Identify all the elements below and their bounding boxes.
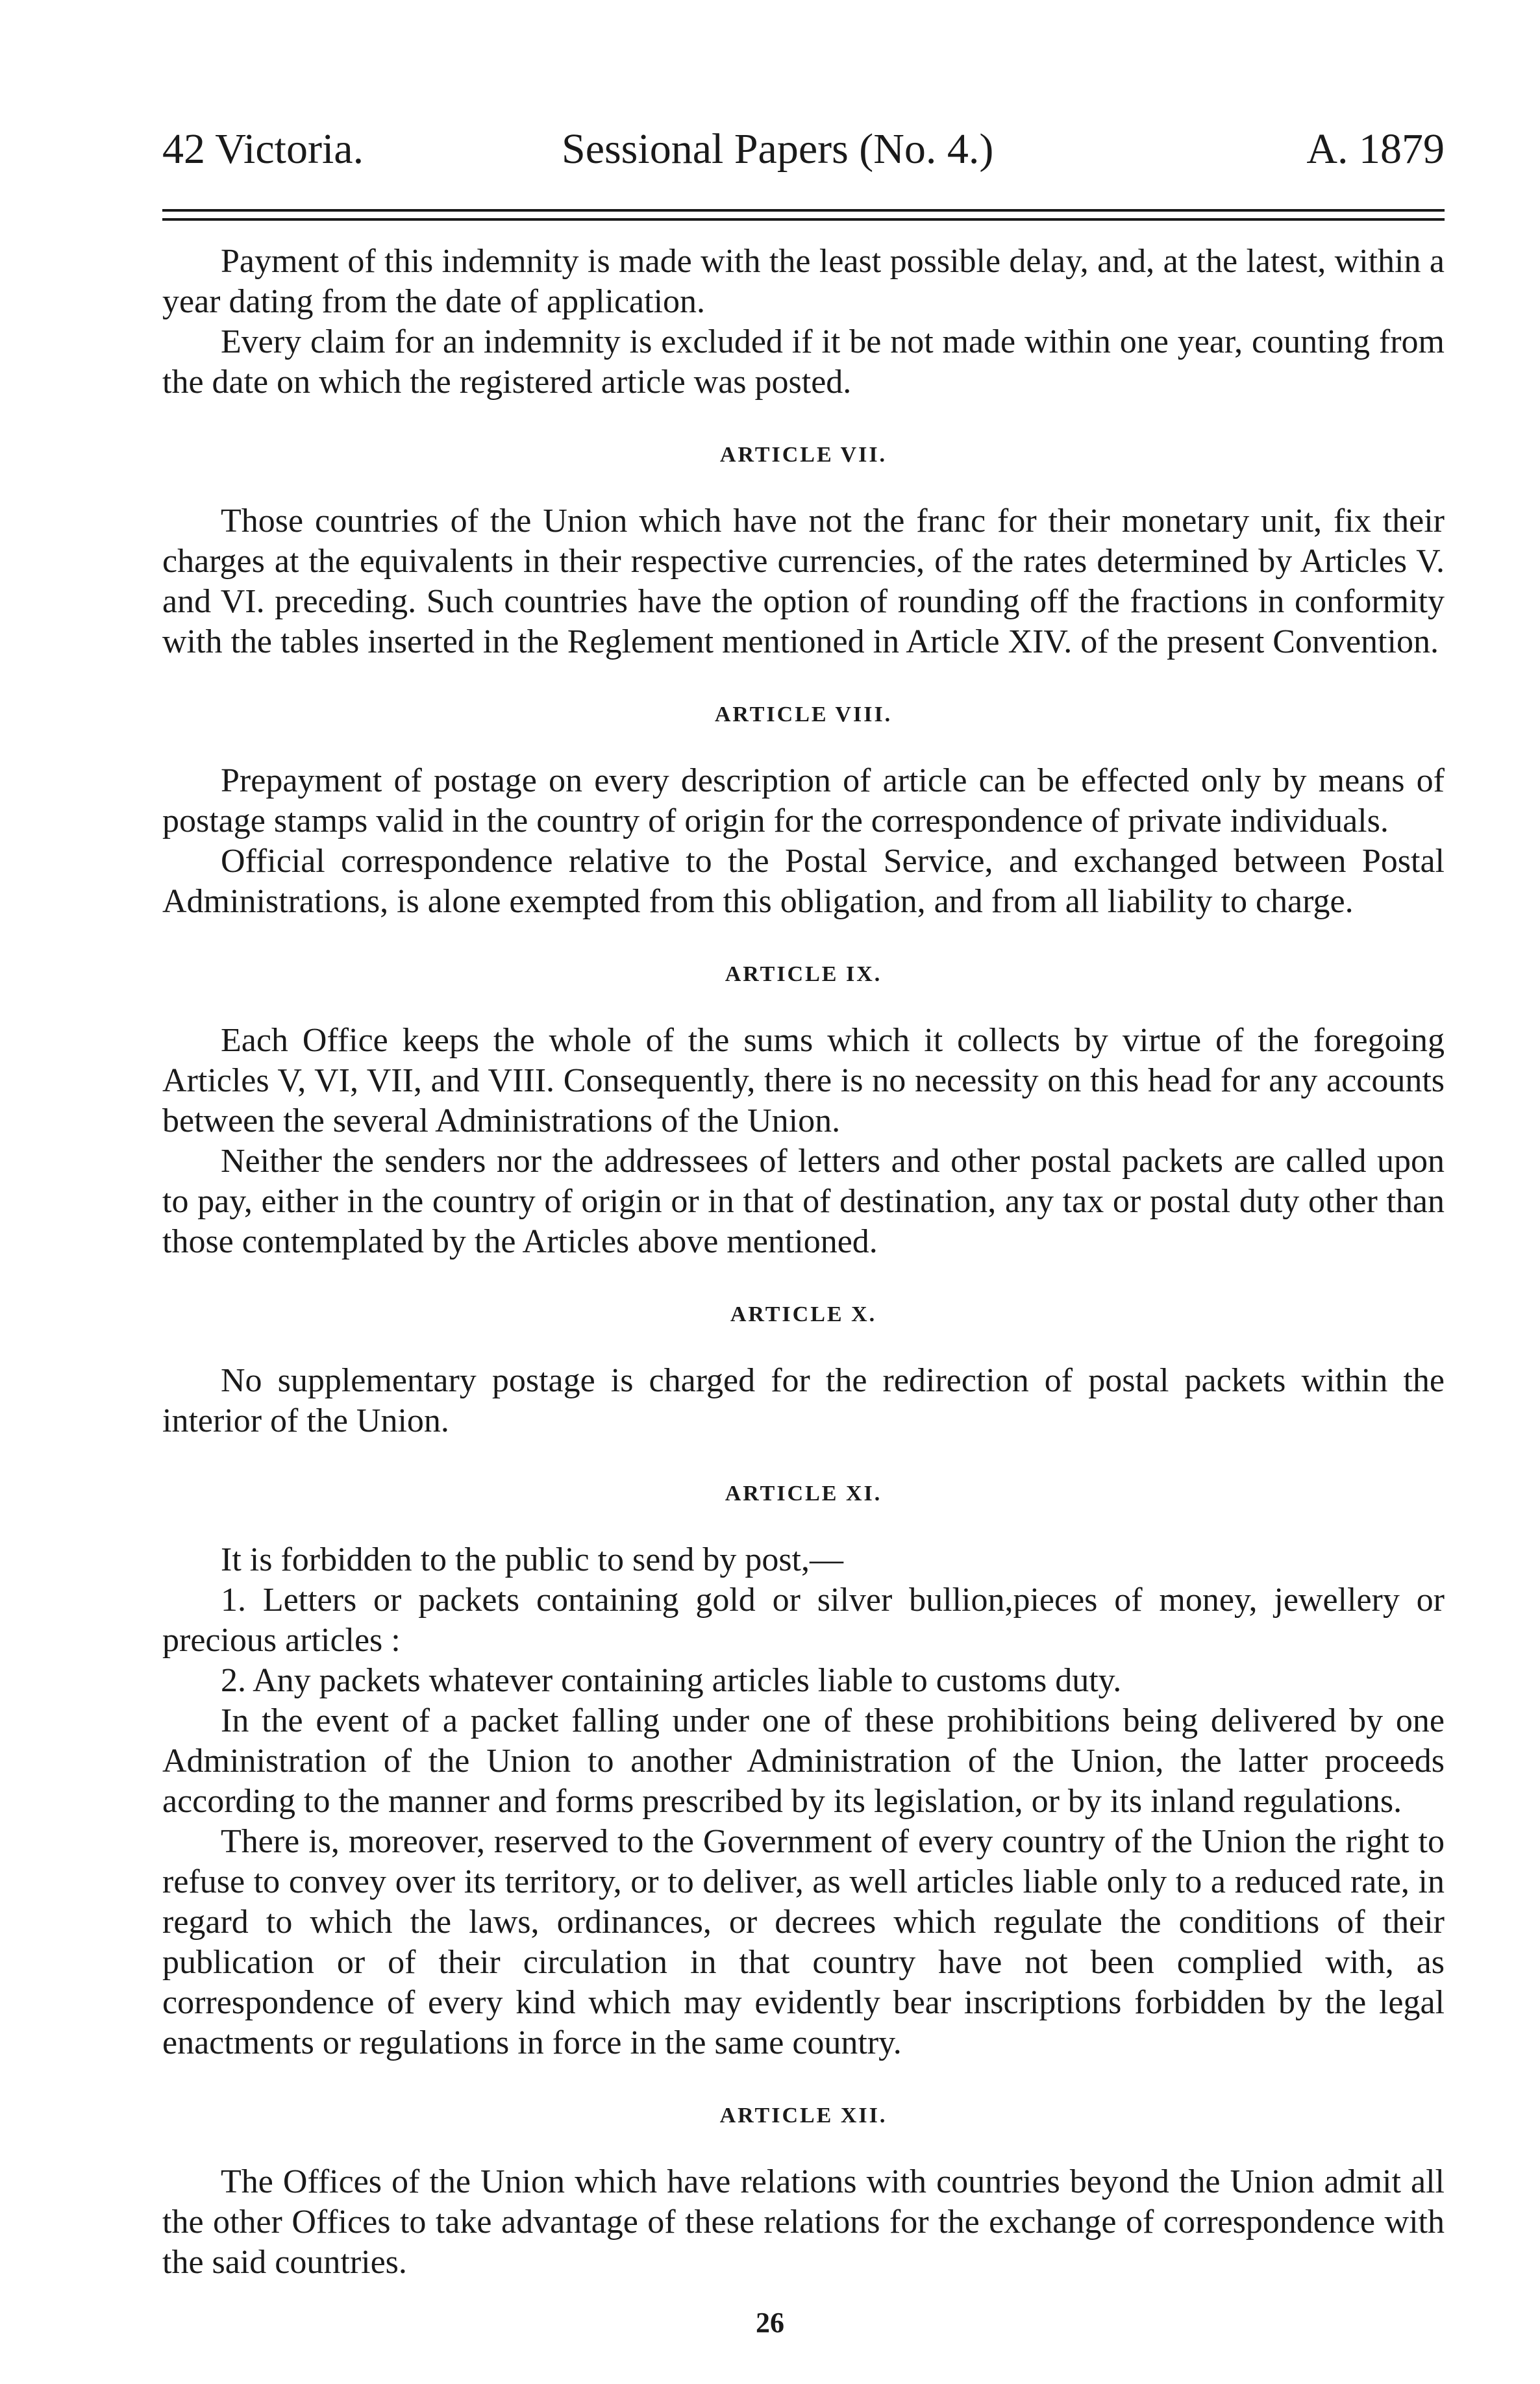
paragraph: In the event of a packet falling under one of these prohibitions being delivered by one Administration of the Union to another Administration of the Union, the latter proceeds according to the manner and forms prescribed by its legislation, or by its inland regulations. [162, 1702, 1445, 1820]
body-text [162, 242, 1445, 2300]
paragraph: It is forbidden to the public to send by post,— [221, 1541, 844, 1578]
page-number: 26 [756, 2307, 784, 2339]
running-header [162, 123, 1445, 175]
paragraph: Official correspondence relative to the Postal Service, and exchanged between Postal Administrations, is alone exempted from this obligation, and from all liability to charge. [162, 843, 1445, 920]
paragraph: Every claim for an indemnity is excluded if it be not made within one year, counting from the date on which the registered article was posted. [162, 323, 1445, 401]
article-heading: ARTICLE VII. [719, 443, 888, 467]
article-heading: ARTICLE XII. [719, 2104, 888, 2128]
header-rule-top [162, 209, 1445, 212]
paragraph: There is, moreover, reserved to the Government of every country of the Union the right to refuse to convey over its territory, or to deliver, as well articles liable only to a reduced rate, in regard to which the laws, ordinances, or decrees which regulate the conditions of their publication or of their circulation in that country have not been complied with, as correspondence of every kind which may evidently bear inscriptions forbidden by the legal enactments or regulations in force in the same country. [162, 1823, 1445, 2061]
paragraph: Payment of this indemnity is made with the least possible delay, and, at the latest, within a year dating from the date of application. [162, 243, 1445, 320]
paragraph: Neither the senders nor the addressees of letters and other postal packets are called upon to pay, either in the country of origin or in that of destination, any tax or postal duty other than those contemplated by the Articles above mentioned. [162, 1143, 1445, 1260]
paragraph: The Offices of the Union which have relations with countries beyond the Union admit all the other Offices to take advantage of these relations for the exchange of correspondence with the said countries. [162, 2163, 1445, 2281]
header-left: 42 Victoria. [162, 125, 364, 173]
header-right: A. 1879 [1306, 125, 1445, 173]
header-rule-bottom [162, 218, 1445, 221]
paragraph: Those countries of the Union which have not the franc for their monetary unit, fix their charges at the equivalents in their respective currencies, of the rates determined by Articles V. and VI. preceding. Such countries have the option of rounding off the fractions in conformity with the tables inserted in the Reglement mentioned in Article XIV. of the present Convention. [162, 503, 1445, 660]
paragraph: No supplementary postage is charged for the redirection of postal packets within the interior of the Union. [162, 1362, 1445, 1439]
article-heading: ARTICLE IX. [725, 962, 882, 986]
article-heading: ARTICLE XI. [725, 1482, 882, 1506]
article-heading: ARTICLE X. [730, 1302, 877, 1326]
paragraph: Prepayment of postage on every description of article can be effected only by means of postage stamps valid in the country of origin for the correspondence of private individuals. [162, 762, 1445, 839]
header-center: Sessional Papers (No. 4.) [562, 125, 994, 173]
paragraph: 2. Any packets whatever containing articles liable to customs duty. [221, 1662, 1122, 1699]
article-heading: ARTICLE VIII. [714, 702, 893, 726]
paragraph: Each Office keeps the whole of the sums which it collects by virtue of the foregoing Articles V, VI, VII, and VIII. Consequently, there is no necessity on this head for any accounts between the several Administrations of the Union. [162, 1022, 1445, 1139]
paragraph: 1. Letters or packets containing gold or silver bullion,pieces of money, jewellery or precious articles : [162, 1582, 1445, 1659]
